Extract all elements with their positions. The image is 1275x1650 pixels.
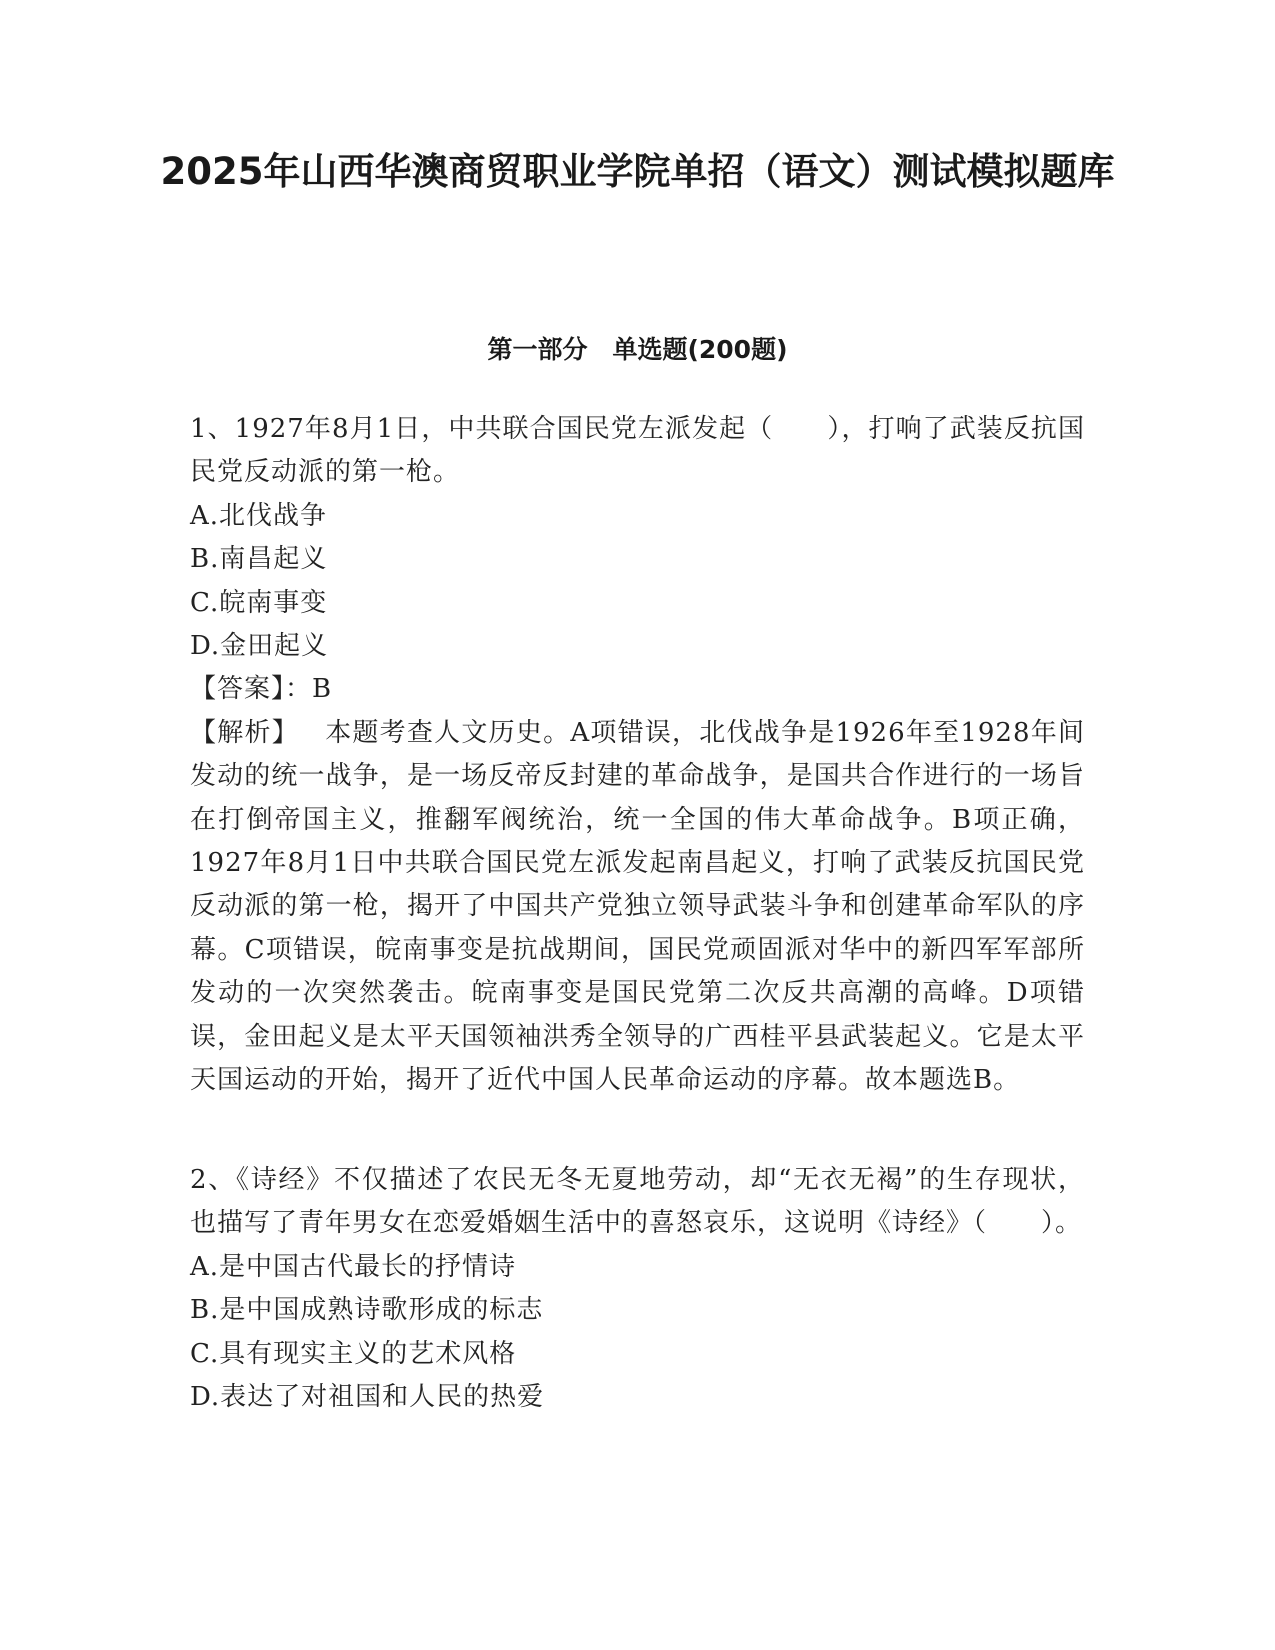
option-b: B.南昌起义 bbox=[190, 544, 328, 575]
question-stem: 1、1927年8月1日，中共联合国民党左派发起（ ），打响了武装反抗国民党反动派的第一枪。 bbox=[190, 414, 1085, 488]
analysis-text: 本题考查人文历史。A项错误，北伐战争是1926年至1928年间发动的统一战争，是一场反帝反封建的革命战争，是国共合作进行的一场旨在打倒帝国主义，推翻军阀统治，统一全国的伟大革命战争。B项正确，1927年8月1日中共联合国民党左派发起南昌起义，打响了武装反抗国民党反动派的第一枪，揭开了中国共产党独立领导武装斗争和创建革命军队的序幕。C项错误，皖南事变是抗战期间，国民党顽固派对华中的新四军军部所发动的一次突然袭击。皖南事变是国民党第二次反共高潮的高峰。D项错误，金田起义是太平天国领袖洪秀全领导的广西桂平县武装起义。它是太平天国运动的开始，揭开了近代中国人民革命运动的序幕。故本题选B。 bbox=[190, 717, 1085, 1096]
option-c: C.皖南事变 bbox=[190, 587, 328, 618]
analysis-label: 【解析】 bbox=[190, 717, 299, 748]
question-1 bbox=[190, 408, 1085, 1102]
option-b: B.是中国成熟诗歌形成的标志 bbox=[190, 1295, 544, 1326]
option-a: A.北伐战争 bbox=[190, 500, 328, 531]
option-d: D.金田起义 bbox=[190, 630, 329, 661]
option-c: C.具有现实主义的艺术风格 bbox=[190, 1338, 517, 1369]
option-a: A.是中国古代最长的抒情诗 bbox=[190, 1251, 517, 1282]
option-d: D.表达了对祖国和人民的热爱 bbox=[190, 1381, 545, 1412]
answer-text: 【答案】：B bbox=[190, 674, 333, 705]
section-heading: 第一部分 单选题(200题) bbox=[487, 335, 788, 364]
document-title: 2025年山西华澳商贸职业学院单招（语文）测试模拟题库 bbox=[160, 150, 1115, 193]
question-2 bbox=[190, 1159, 1085, 1419]
analysis-block bbox=[190, 712, 1085, 1103]
question-stem: 2、《诗经》不仅描述了农民无冬无夏地劳动，却“无衣无褐”的生存现状，也描写了青年男女在恋爱婚姻生活中的喜怒哀乐，这说明《诗经》（ ）。 bbox=[190, 1165, 1085, 1239]
